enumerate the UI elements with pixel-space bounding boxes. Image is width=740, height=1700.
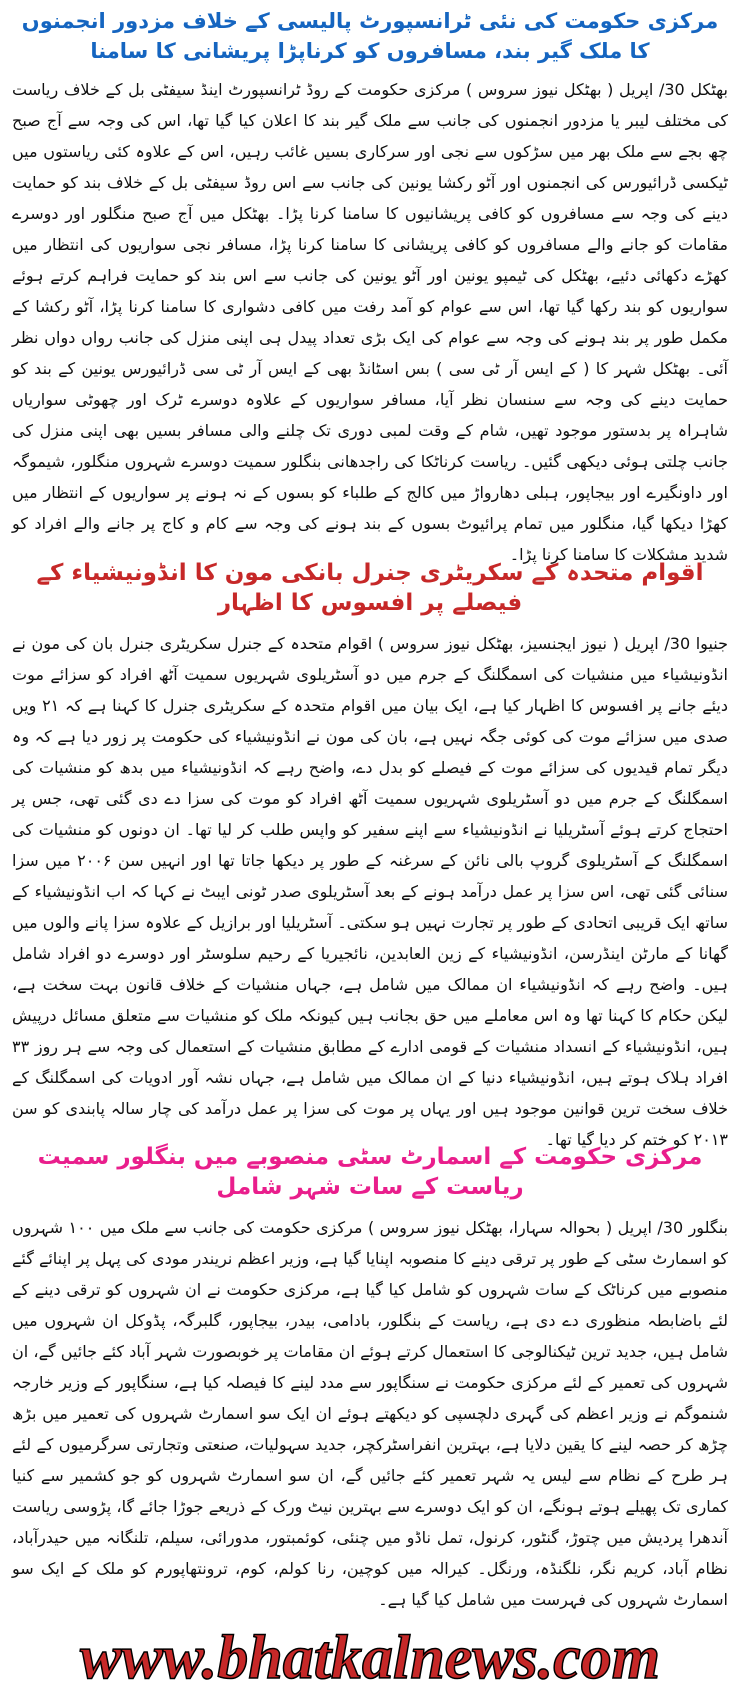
- article-3: [12, 1142, 728, 1652]
- watermark-text: www.bhatkalnews.com: [80, 1624, 660, 1692]
- article-2-headline: اقوام متحدہ کے سکریٹری جنرل بانکی مون کا انڈونیشیاء کے فیصلے پر افسوس کا اظہار: [36, 560, 704, 616]
- article-1-headline: مرکزی حکومت کی نئی ٹرانسپورٹ پالیسی کے خلاف مزدور انجمنوں کا ملک گیر بند، مسافروں کو کرناپڑا پریشانی کا سامنا: [21, 9, 719, 63]
- article-3-headline: مرکزی حکومت کے اسمارٹ سٹی منصوبے میں بنگلور سمیت ریاست کے سات شہر شامل: [37, 1144, 703, 1200]
- article-1: [12, 6, 729, 564]
- watermark-logo: [10, 1618, 730, 1698]
- site-watermark: [0, 1618, 740, 1698]
- article-2-body: جنیوا 30/ اپریل ( نیوز ایجنسیز، بھٹکل نیوز سروس ) اقوام متحدہ کے جنرل سکریٹری جنرل بان کی مون نے انڈونیشیاء میں منشیات کی اسمگلنگ کے جرم میں دو آسٹریلوی شہریوں سمیت آٹھ افراد کو سزائے موت دیئے جانے پر افسوس کا اظہار کیا ہے، ایک بیان میں اقوام متحدہ کے سکریٹری جنرل کا کہنا ہے کہ ۲۱ ویں صدی میں سزائے موت کی کوئی جگہ نہیں ہے، بان کی مون نے انڈونیشیاء کی حکومت پر زور دیا ہے کہ وہ دیگر تمام قیدیوں کی سزائے موت کے فیصلے کو بدل دے، واضح رہے کہ انڈونیشیاء میں بدھ کو منشیات کی اسمگلنگ کے جرم میں دو آسٹریلوی شہریوں سمیت آٹھ افراد کو موت کی سزا دے دی گئی تھی، جس پر احتجاج کرتے ہوئے آسٹریلیا نے انڈونیشیاء سے اپنے سفیر کو واپس طلب کر لیا تھا۔ ان دونوں کو منشیات کی اسمگلنگ کے آسٹریلوی گروپ بالی نائن کے سرغنہ کے طور پر دیکھا جاتا تھا اور انہیں سن ۲۰۰۶ میں سزا سنائی گئی تھی، اس سزا پر عمل درآمد ہونے کے بعد آسٹریلوی صدر ٹونی ایبٹ نے کہا کہ اب انڈونیشیاء کے ساتھ ایک قریبی اتحادی کے طور پر تجارت نہیں ہو سکتی۔ آسٹریلیا اور برازیل کے علاوہ سزا پانے والوں میں گھانا کے مارٹن اینڈرسن، انڈونیشیاء کے زین العابدین، نائجیریا کے رحیم سلوسٹر اور دوسرے دو افراد شامل ہیں۔ واضح رہے کہ انڈونیشیاء ان ممالک میں شامل ہے، جہاں منشیات کے خلاف قانون بہت سخت ہے، لیکن حکام کا کہنا تھا وہ اس معاملے میں حق بجانب ہیں کیونکہ ملک کو منشیات سے متعلق مسائل درپیش ہیں، انڈونیشیاء کے انسداد منشیات کے قومی ادارے کے مطابق منشیات کے استعمال کی وجہ سے ہر روز ۳۳ افراد ہلاک ہوتے ہیں، انڈونیشیاء دنیا کے ان ممالک میں شامل ہے، جہاں نشہ آور ادویات کی اسمگلنگ کے خلاف سخت ترین قوانین موجود ہیں اور یہاں پر موت کی سزا پر عمل درآمد کی چار سالہ پابندی کو سن ۲۰۱۳ کو ختم کر دیا گیا تھا۔: [12, 634, 728, 1149]
- article-2: [12, 558, 728, 1149]
- article-1-body: بھٹکل 30/ اپریل ( بھٹکل نیوز سروس ) مرکزی حکومت کے روڈ ٹرانسپورٹ اینڈ سیفٹی بل کے خلاف ریاست کی مختلف لیبر یا مزدور انجمنوں کی جانب سے ملک گیر بند کا اعلان کیا گیا تھا، اس کی وجہ سے آج صبح چھ بجے سے ملک بھر میں سڑکوں سے نجی اور سرکاری بسیں غائب رہیں، اس کے علاوہ کئی ریاستوں میں ٹیکسی ڈرائیورس کی انجمنوں اور آٹو رکشا یونین کی جانب سے اس روڈ سیفٹی بل کے خلاف بند کو حمایت دینے کی وجہ سے مسافروں کو کافی پریشانیوں کا سامنا کرنا پڑا۔ بھٹکل میں آج صبح منگلور اور دوسرے مقامات کو جانے والے مسافروں کو کافی پریشانی کا سامنا کرنا پڑا، مسافر نجی سواریوں کی انتظار میں کھڑے دکھائی دئیے، بھٹکل کی ٹیمپو یونین اور آٹو یونین کی جانب سے اس بند کو حمایت فراہم کرتے ہوئے سواریوں کو بند رکھا گیا تھا، اس سے عوام کو آمد رفت میں کافی دشواری کا سامنا کرنا پڑا، آٹو رکشا کے مکمل طور پر بند ہونے کی وجہ سے عوام کی ایک بڑی تعداد پیدل ہی اپنی منزل کی جانب رواں دواں نظر آئی۔ بھٹکل شہر کا ( کے ایس آر ٹی سی ) بس اسٹانڈ بھی کے ایس آر ٹی سی ڈرائیورس یونین کے بند کو حمایت دینے کی وجہ سے سنسان نظر آیا، مسافر سواریوں کے علاوہ دوسرے ٹرک اور چھوٹی سواریاں شاہراہ پر بدستور موجود تھیں، شام کے وقت لمبی دوری تک چلنے والی مسافر بسیں بھی اپنی منزل کی جانب چلتی ہوئی دیکھی گئیں۔ ریاست کرناٹکا کی راجدھانی بنگلور سمیت دوسرے شہروں منگلور، شیموگہ اور داونگیرے اور بیجاپور، ہبلی دھارواڑ میں کالج کے طلباء کو بسوں کے نہ ہونے پر سواریوں کے انتظار میں کھڑا دیکھا گیا، منگلور میں تمام پرائیوٹ بسوں کے بند ہونے کی وجہ سے کام و کاج پر جانے والے افراد کو شدید مشکلات کا سامنا کرنا پڑا۔: [12, 80, 729, 564]
- article-3-body: بنگلور 30/ اپریل ( بحوالہ سہارا، بھٹکل نیوز سروس ) مرکزی حکومت کی جانب سے ملک میں ۱۰۰ شہروں کو اسمارٹ سٹی کے طور پر ترقی دینے کا منصوبہ اپنایا گیا ہے، وزیر اعظم نریندر مودی کی پہل پر اپنائے گئے منصوبے میں کرناٹک کے سات شہروں کو شامل کیا گیا ہے، مرکزی حکومت نے ان شہروں کو ترقی دینے کے لئے باضابطہ منظوری دے دی ہے، ریاست کے بنگلور، بادامی، بیدر، بیجاپور، گلبرگہ، پڈوکل ان شہروں میں شامل ہیں، جدید ترین ٹیکنالوجی کا استعمال کرتے ہوئے ان مقامات پر خوبصورت شہر آباد کئے جائیں گے، ان شہروں کی تعمیر کے لئے مرکزی حکومت نے سنگاپور سے مدد لینے کا فیصلہ کیا ہے، سنگاپور کے وزیر خارجہ شنموگم نے وزیر اعظم کی گہری دلچسپی کو دیکھتے ہوئے ان ایک سو اسمارٹ شہروں کی تعمیر میں بڑھ چڑھ کر حصہ لینے کا یقین دلایا ہے، بہترین انفراسٹرکچر، جدید سہولیات، صنعتی وتجارتی سرگرمیوں کے لئے ہر طرح کے نظام سے لیس یہ شہر تعمیر کئے جائیں گے، ان سو اسمارٹ شہروں کو جو کشمیر سے کنیا کماری تک پھیلے ہوتے ہونگے، ان کو ایک دوسرے سے بہترین نیٹ ورک کے ذریعے جوڑا جائے گا، پڑوسی ریاست آندھرا پردیش میں چتوڑ، گنٹور، کرنول، تمل ناڈو میں چنئی، کوئمبتور، مدورائی، سیلم، تلنگانہ میں حیدرآباد، نظام آباد، کریم نگر، نلگنڈہ، ورنگل۔ کیرالہ میں کوچین، رنا کولم، کوم، ترونتھاپورم کو ملک کے ایک سو اسمارٹ شہروں کی فہرست میں شامل کیا گیا ہے۔: [12, 1218, 729, 1609]
